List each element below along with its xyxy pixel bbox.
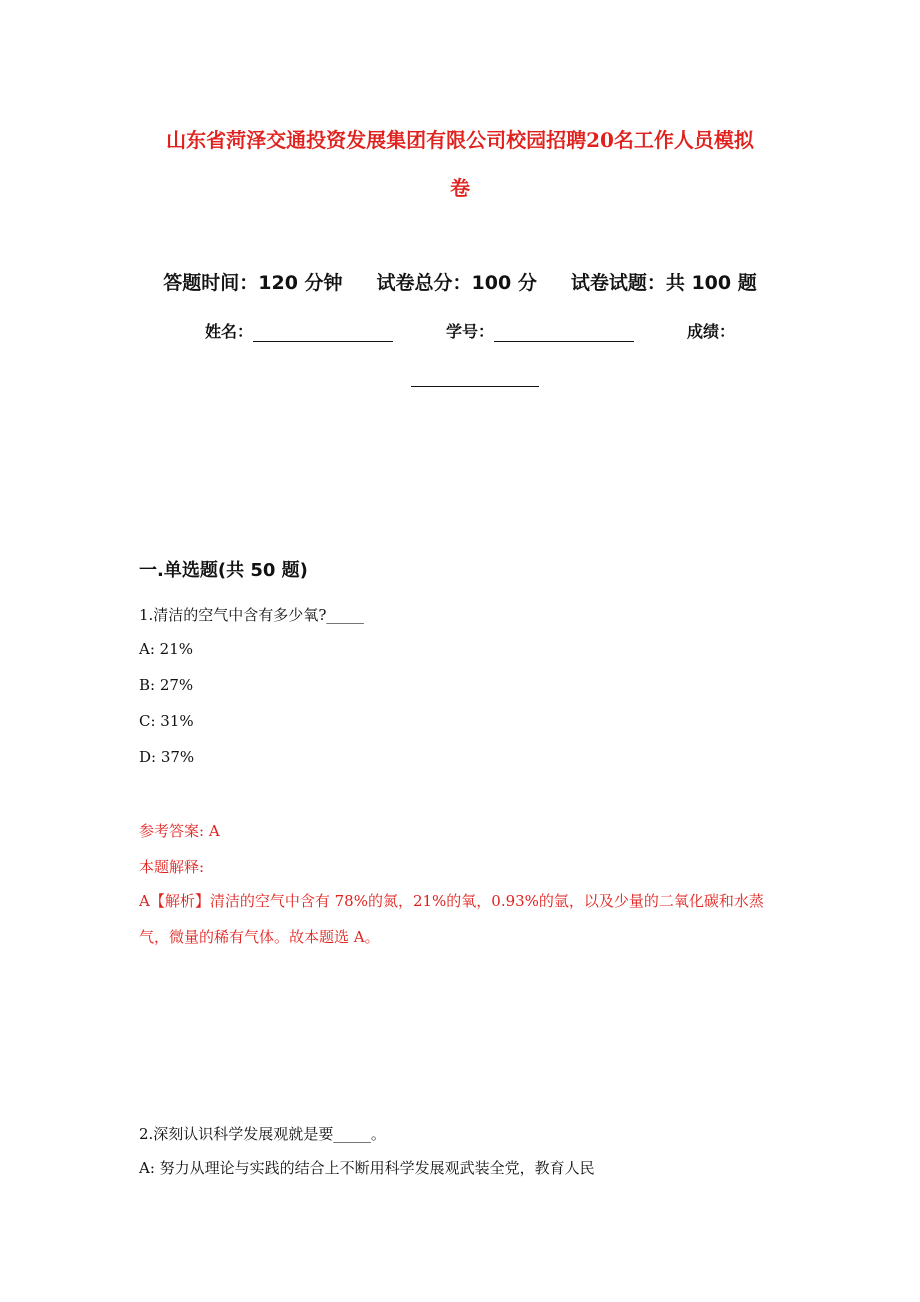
- score-blank[interactable]: [411, 386, 539, 387]
- question-count: 试卷试题：共 100 题: [570, 272, 757, 294]
- score-field: [687, 319, 735, 342]
- question-1-explain-label: 本题解释:: [139, 858, 205, 876]
- question-1-option-d: D: 37%: [139, 748, 195, 766]
- question-1-explanation: A【解析】清洁的空气中含有 78%的氮，21%的氧，0.93%的氩，以及少量的二氧化碳和水蒸气，微量的稀有气体。故本题选 A。: [139, 892, 764, 946]
- answer-time: 答题时间：120 分钟: [163, 272, 343, 294]
- id-blank[interactable]: [494, 323, 634, 342]
- question-1: 1.清洁的空气中含有多少氧?_____: [139, 606, 364, 624]
- name-field: [205, 319, 393, 342]
- total-score: 试卷总分：100 分: [376, 272, 537, 294]
- section-title: 一.单选题(共 50 题): [139, 560, 308, 581]
- exam-info-line: [0, 268, 920, 295]
- name-label: 姓名：: [205, 322, 254, 341]
- id-label: 学号：: [446, 322, 495, 341]
- exam-title-line1: 山东省菏泽交通投资发展集团有限公司校园招聘20名工作人员模拟: [166, 128, 754, 152]
- name-blank[interactable]: [253, 323, 393, 342]
- score-label: 成绩：: [687, 322, 736, 341]
- question-2: 2.深刻认识科学发展观就是要_____。: [139, 1125, 386, 1143]
- question-1-option-a: A: 21%: [139, 640, 193, 658]
- id-field: [446, 319, 634, 342]
- question-2-option-a: A: 努力从理论与实践的结合上不断用科学发展观武装全党，教育人民: [139, 1159, 595, 1177]
- question-1-option-b: B: 27%: [139, 676, 194, 694]
- exam-title-line2: 卷: [450, 176, 470, 200]
- question-1-answer: 参考答案: A: [139, 822, 220, 840]
- question-1-option-c: C: 31%: [139, 712, 194, 730]
